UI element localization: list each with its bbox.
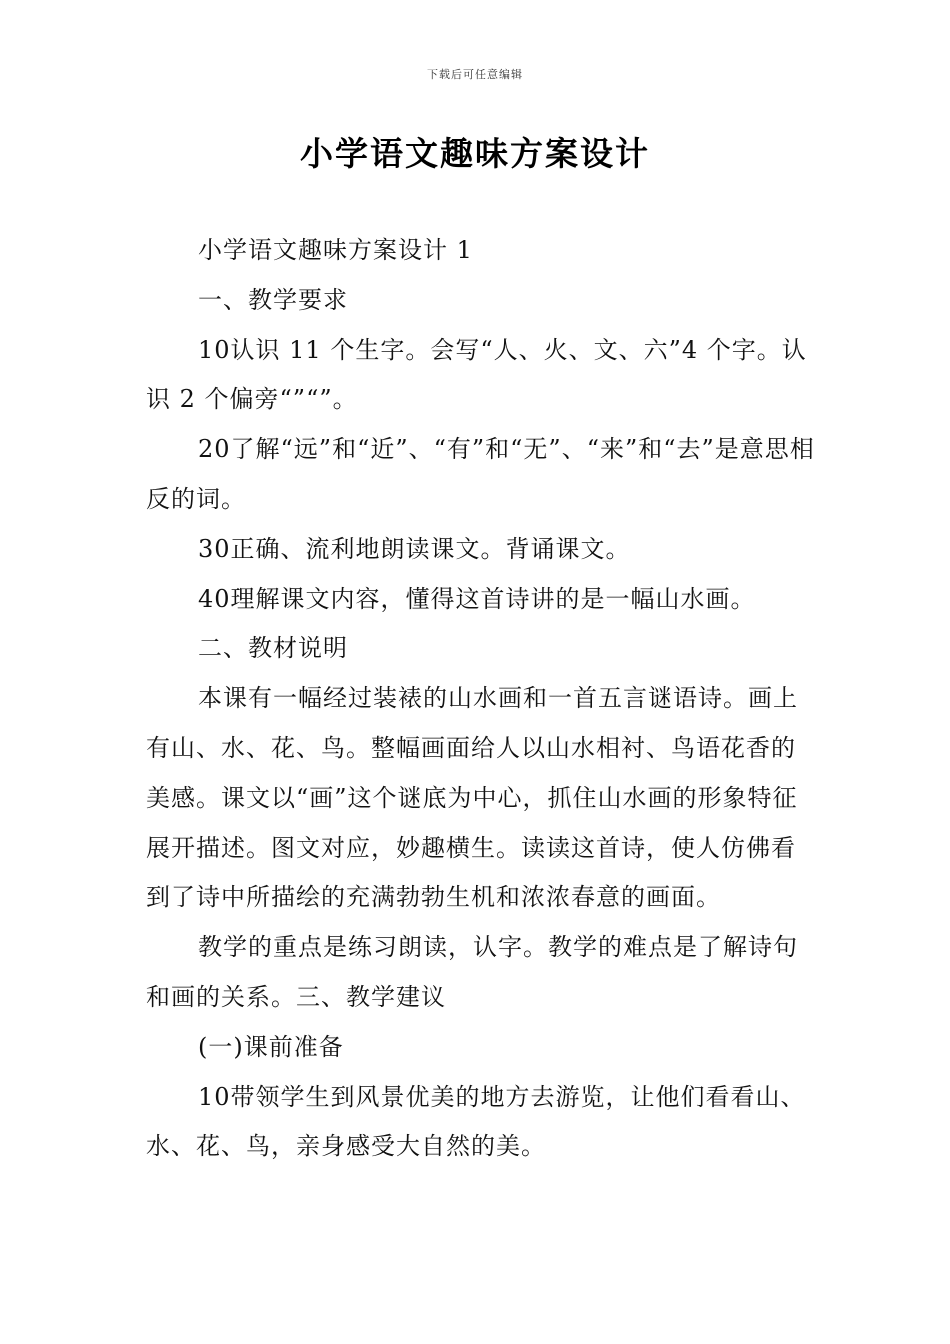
subsection-heading-preparation: (一)课前准备: [198, 1032, 344, 1061]
section-heading-requirements: 一、教学要求: [198, 285, 348, 314]
paragraph: 本课有一幅经过装裱的山水画和一首五言谜语诗。画上有山、水、花、鸟。整幅画面给人以山水相衬、鸟语花香的美感。课文以“画”这个谜底为中心，抓住山水画的形象特征展开描述。图文对应，妙趣横生。读读这首诗，使人仿佛看到了诗中所描绘的充满勃勃生机和浓浓春意的画面。: [146, 684, 798, 912]
paragraph: 20了解“远”和“近”、“有”和“无”、“来”和“去”是意思相反的词。: [146, 435, 815, 513]
paragraph: 教学的重点是练习朗读，认字。教学的难点是了解诗句和画的关系。三、教学建议: [146, 933, 798, 1011]
paragraph: 40理解课文内容，懂得这首诗讲的是一幅山水画。: [198, 584, 756, 613]
paragraph: 10带领学生到风景优美的地方去游览，让他们看看山、水、花、鸟，亲身感受大自然的美。: [146, 1082, 806, 1161]
document-title: 小学语文趣味方案设计: [300, 134, 650, 173]
document-body: [146, 226, 818, 1172]
section-heading-materials: 二、教材说明: [198, 634, 348, 663]
paragraph: 30正确、流利地朗读课文。背诵课文。: [198, 534, 631, 563]
section-heading-1: 小学语文趣味方案设计 1: [198, 236, 473, 264]
header-note: 下载后可任意编辑: [427, 68, 523, 81]
paragraph: 10认识 11 个生字。会写“人、火、文、六”4 个字。认识 2 个偏旁“”“”。: [146, 335, 807, 414]
